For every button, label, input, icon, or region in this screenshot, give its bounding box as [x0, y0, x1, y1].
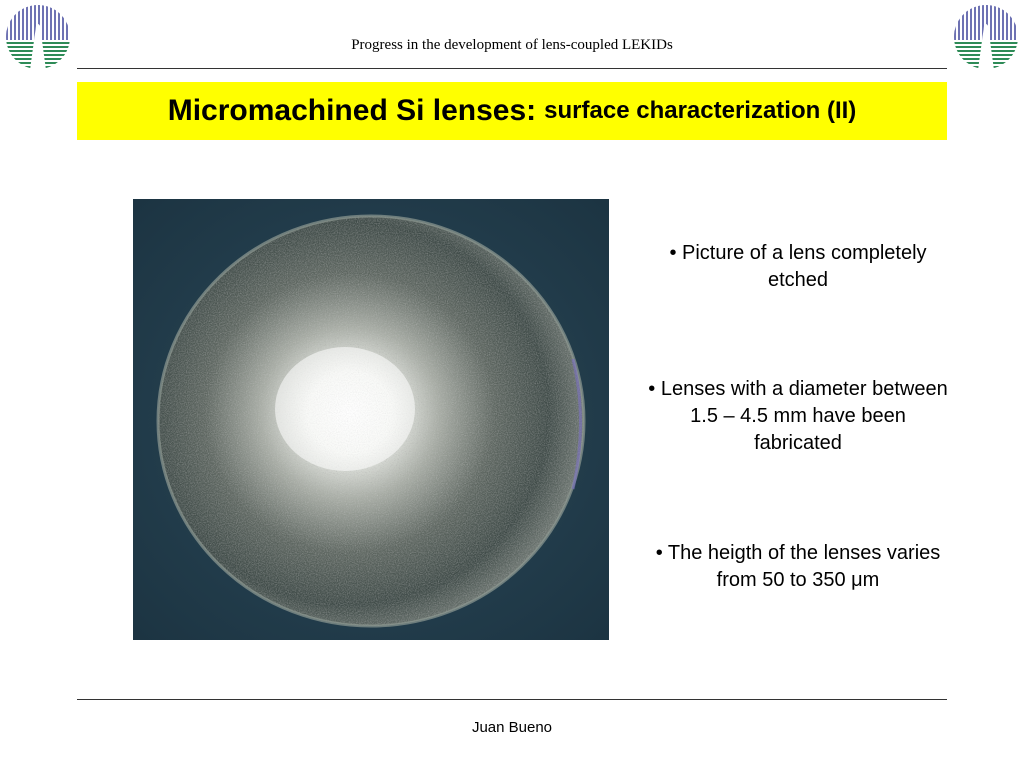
slide-title: Micromachined Si lenses:	[167, 94, 537, 127]
bullet-item: • Lenses with a diameter between 1.5 – 4.5 mm have been fabricated	[648, 378, 948, 454]
header-title: Progress in the development of lens-coupled LEKIDs	[351, 37, 673, 53]
bullet-item: • Picture of a lens completely etched	[669, 242, 927, 291]
etched-lens-photo	[133, 199, 609, 640]
slide-title-banner	[77, 82, 947, 140]
footer-divider	[77, 699, 947, 700]
footer-author: Juan Bueno	[471, 719, 553, 736]
slide-subtitle: surface characterization (II)	[544, 97, 857, 124]
header-divider	[77, 68, 947, 69]
bullet-item: • The heigth of the lenses varies from 50 to 350 μm	[655, 542, 941, 591]
